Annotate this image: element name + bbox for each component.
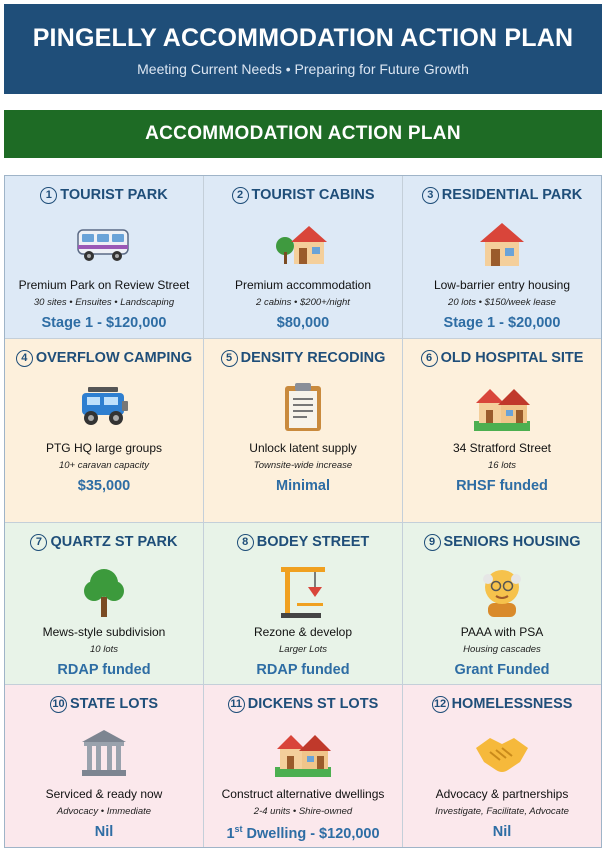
plan-row — [5, 338, 601, 522]
card-title-text: TOURIST CABINS — [251, 187, 375, 203]
card-title — [5, 695, 203, 713]
card-title-text: TOURIST PARK — [60, 187, 168, 203]
card-title — [403, 695, 601, 713]
number-badge: 9 — [424, 534, 441, 551]
card-description: 34 Stratford Street — [452, 441, 552, 455]
card-title — [5, 349, 203, 367]
cost-ordinal-suffix: st — [234, 824, 243, 834]
cost-ordinal-number: 1 — [226, 825, 235, 842]
card-description: Advocacy & partnerships — [435, 787, 569, 801]
construction-crane-icon — [204, 563, 402, 619]
card-description: Premium accommodation — [234, 278, 372, 292]
card-title-text: DENSITY RECODING — [240, 350, 386, 366]
houses-icon — [403, 379, 601, 435]
card-description: Rezone & develop — [253, 625, 353, 639]
plan-row — [5, 522, 601, 684]
plan-card-residential-park — [403, 176, 601, 338]
card-title — [5, 533, 203, 551]
card-detail: Townsite-wide increase — [253, 460, 353, 471]
number-badge: 5 — [221, 350, 238, 367]
house-with-tree-icon — [204, 216, 402, 272]
number-badge: 1 — [40, 187, 57, 204]
card-title — [5, 186, 203, 204]
cost-text: Dwelling - $120,000 — [242, 825, 380, 842]
card-cost: Grant Funded — [454, 662, 550, 678]
card-title-text: DICKENS ST LOTS — [247, 696, 379, 712]
card-title — [204, 695, 402, 713]
houses-icon — [204, 725, 402, 781]
card-detail: Investigate, Facilitate, Advocate — [435, 806, 569, 817]
card-cost: Stage 1 - $20,000 — [443, 315, 561, 331]
number-badge: 3 — [422, 187, 439, 204]
card-detail: 2 cabins • $200+/night — [256, 297, 350, 308]
classical-building-icon — [5, 725, 203, 781]
card-cost: RHSF funded — [456, 478, 548, 494]
card-title-text: OVERFLOW CAMPING — [35, 350, 193, 366]
card-description: PTG HQ large groups — [45, 441, 163, 455]
plan-card-tourist-park — [5, 176, 204, 338]
campervan-icon — [5, 216, 203, 272]
card-description: Unlock latent supply — [249, 441, 357, 455]
card-title-text: QUARTZ ST PARK — [50, 534, 178, 550]
card-detail: Housing cascades — [463, 644, 541, 655]
number-badge: 2 — [232, 187, 249, 204]
plan-card-quartz-st-park — [5, 523, 204, 684]
plan-card-overflow-camping — [5, 339, 204, 522]
house-icon — [403, 216, 601, 272]
card-detail: 30 sites • Ensuites • Landscaping — [33, 297, 175, 308]
number-badge: 10 — [50, 696, 67, 713]
card-description: PAAA with PSA — [460, 625, 544, 639]
card-title — [204, 186, 402, 204]
clipboard-icon — [204, 379, 402, 435]
card-cost: RDAP funded — [57, 662, 151, 678]
card-title-text: OLD HOSPITAL SITE — [440, 350, 584, 366]
page-subtitle: Meeting Current Needs • Preparing for Future Growth — [137, 61, 469, 77]
card-description: Serviced & ready now — [45, 787, 163, 801]
card-cost: RDAP funded — [256, 662, 350, 678]
card-detail: 20 lots • $150/week lease — [448, 297, 556, 308]
number-badge: 8 — [237, 534, 254, 551]
card-detail: 10+ caravan capacity — [58, 460, 150, 471]
off-road-vehicle-icon — [5, 379, 203, 435]
card-title — [403, 533, 601, 551]
plan-card-old-hospital-site — [403, 339, 601, 522]
plan-card-homelessness — [403, 685, 601, 847]
card-cost: $80,000 — [276, 315, 330, 331]
card-title-text: SENIORS HOUSING — [443, 534, 581, 550]
card-title-text: HOMELESSNESS — [451, 696, 573, 712]
card-title-text: STATE LOTS — [69, 696, 159, 712]
plan-card-bodey-street — [204, 523, 403, 684]
card-cost — [204, 824, 402, 842]
card-detail: Advocacy • Immediate — [56, 806, 152, 817]
tree-icon — [5, 563, 203, 619]
handshake-icon — [403, 725, 601, 781]
card-cost: Minimal — [276, 478, 330, 494]
number-badge: 6 — [421, 350, 438, 367]
older-man-icon — [403, 563, 601, 619]
action-plan-grid — [4, 175, 602, 848]
plan-card-tourist-cabins — [204, 176, 403, 338]
card-cost: $35,000 — [77, 478, 131, 494]
card-cost: Stage 1 - $120,000 — [41, 315, 167, 331]
card-title — [204, 533, 402, 551]
number-badge: 7 — [30, 534, 47, 551]
number-badge: 4 — [16, 350, 33, 367]
plan-card-state-lots — [5, 685, 204, 847]
card-cost: Nil — [94, 824, 114, 840]
card-detail: 10 lots — [90, 644, 118, 655]
card-title-text: RESIDENTIAL PARK — [441, 187, 583, 203]
card-description: Construct alternative dwellings — [221, 787, 385, 801]
card-description: Mews-style subdivision — [42, 625, 166, 639]
card-cost: Nil — [492, 824, 512, 840]
card-detail: 2-4 units • Shire-owned — [253, 806, 353, 817]
card-detail: Larger Lots — [278, 644, 328, 655]
plan-row — [5, 176, 601, 338]
number-badge: 11 — [228, 696, 245, 713]
card-title — [403, 349, 601, 367]
card-detail: 16 lots — [488, 460, 516, 471]
card-title — [403, 186, 601, 204]
plan-card-seniors-housing — [403, 523, 601, 684]
card-title — [204, 349, 402, 367]
section-title: ACCOMMODATION ACTION PLAN — [4, 110, 602, 158]
page-title: PINGELLY ACCOMMODATION ACTION PLAN — [32, 24, 574, 52]
card-description: Low-barrier entry housing — [433, 278, 571, 292]
card-description: Premium Park on Review Street — [18, 278, 190, 292]
plan-card-dickens-st-lots — [204, 685, 403, 847]
plan-card-density-recoding — [204, 339, 403, 522]
page-header — [4, 4, 602, 94]
card-title-text: BODEY STREET — [256, 534, 370, 550]
number-badge: 12 — [432, 696, 449, 713]
plan-row — [5, 684, 601, 847]
